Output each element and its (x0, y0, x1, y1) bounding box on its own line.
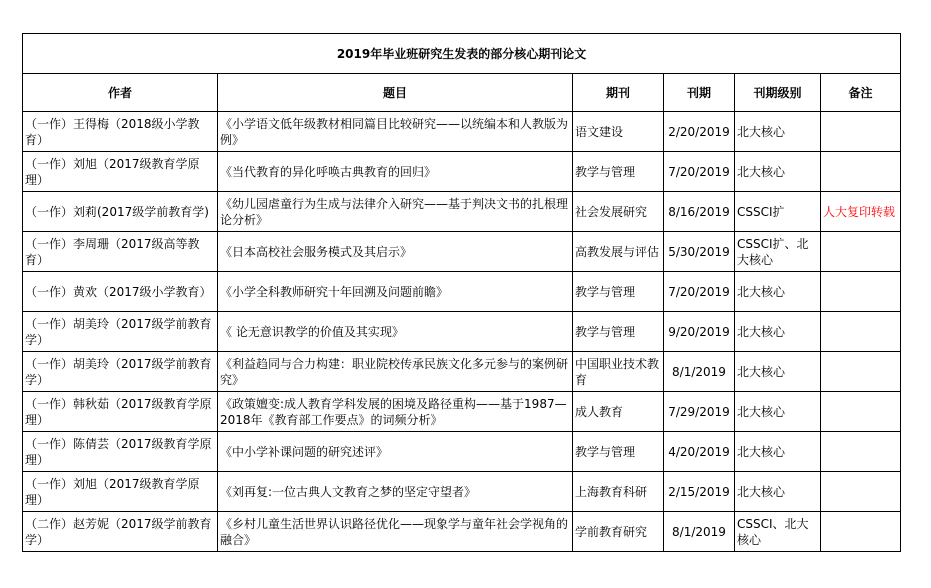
level-cell: 北大核心 (735, 352, 821, 392)
title-cell-value: 《乡村儿童生活世界认识路径优化——现象学与童年社会学视角的融合》 (218, 512, 573, 552)
date-cell: 7/20/2019 (664, 272, 735, 312)
note-cell (821, 272, 901, 312)
note-cell: 人大复印转载 (821, 192, 901, 232)
title-cell-value: 《幼儿园虐童行为生成与法律介入研究——基于判决文书的扎根理论分析》 (218, 192, 573, 232)
level-cell: 北大核心 (735, 152, 821, 192)
journal-cell: 教学与管理 (573, 272, 664, 312)
title-cell-value: 《小学全科教师研究十年回溯及问题前瞻》 (218, 272, 573, 312)
note-cell (821, 152, 901, 192)
journal-cell: 语文建设 (573, 112, 664, 152)
date-cell: 2/20/2019 (664, 112, 735, 152)
level-cell: 北大核心 (735, 272, 821, 312)
table-row (23, 192, 901, 232)
author-cell: （一作）刘莉(2017级学前教育学) (23, 192, 218, 232)
table-row (23, 232, 901, 272)
journal-cell: 中国职业技术教育 (573, 352, 664, 392)
table-row (23, 112, 901, 152)
journal-cell: 教学与管理 (573, 432, 664, 472)
level-cell: CSSCI扩 (735, 192, 821, 232)
author-cell: （一作）胡美玲（2017级学前教育学） (23, 352, 218, 392)
author-cell: （一作）黄欢（2017级小学教育） (23, 272, 218, 312)
title-cell-value: 《小学语文低年级教材相同篇目比较研究——以统编本和人教版为例》 (218, 112, 573, 152)
header-level: 刊期级别 (735, 74, 821, 112)
table-row (23, 392, 901, 432)
author-cell: （一作）刘旭（2017级教育学原理） (23, 152, 218, 192)
header-author: 作者 (23, 74, 218, 112)
title-cell-value: 《日本高校社会服务模式及其启示》 (218, 232, 573, 272)
journal-cell: 教学与管理 (573, 152, 664, 192)
table-row (23, 272, 901, 312)
author-cell: （一作）胡美玲（2017级学前教育学） (23, 312, 218, 352)
header-journal: 期刊 (573, 74, 664, 112)
table-row (23, 312, 901, 352)
date-cell: 8/1/2019 (664, 352, 735, 392)
journal-cell: 成人教育 (573, 392, 664, 432)
author-cell: （一作）陈倩芸（2017级教育学原理） (23, 432, 218, 472)
journal-cell: 高教发展与评估 (573, 232, 664, 272)
table-row (23, 472, 901, 512)
note-cell (821, 512, 901, 552)
table-title: 2019年毕业班研究生发表的部分核心期刊论文 (23, 34, 901, 74)
table-row (23, 352, 901, 392)
table-row (23, 512, 901, 552)
header-title: 题目 (218, 74, 573, 112)
date-cell: 5/30/2019 (664, 232, 735, 272)
author-cell: （一作）刘旭（2017级教育学原理） (23, 472, 218, 512)
level-cell: 北大核心 (735, 392, 821, 432)
author-cell: （一作）李周珊（2017级高等教育） (23, 232, 218, 272)
table-row (23, 152, 901, 192)
note-cell (821, 392, 901, 432)
level-cell: CSSCI扩、北大核心 (735, 232, 821, 272)
title-cell-value: 《 论无意识教学的价值及其实现》 (218, 312, 573, 352)
author-cell: （一作）韩秋茹（2017级教育学原理） (23, 392, 218, 432)
papers-table (22, 33, 901, 552)
journal-cell: 学前教育研究 (573, 512, 664, 552)
note-cell (821, 312, 901, 352)
note-cell (821, 112, 901, 152)
note-cell (821, 352, 901, 392)
journal-cell: 上海教育科研 (573, 472, 664, 512)
note-cell (821, 432, 901, 472)
date-cell: 7/20/2019 (664, 152, 735, 192)
level-cell: 北大核心 (735, 112, 821, 152)
date-cell: 8/1/2019 (664, 512, 735, 552)
date-cell: 9/20/2019 (664, 312, 735, 352)
table-row (23, 432, 901, 472)
level-cell: 北大核心 (735, 312, 821, 352)
author-cell: （一作）王得梅（2018级小学教育） (23, 112, 218, 152)
level-cell: CSSCI、北大核心 (735, 512, 821, 552)
date-cell: 8/16/2019 (664, 192, 735, 232)
date-cell: 4/20/2019 (664, 432, 735, 472)
header-date: 刊期 (664, 74, 735, 112)
title-cell-value: 《中小学补课问题的研究述评》 (218, 432, 573, 472)
level-cell: 北大核心 (735, 432, 821, 472)
journal-cell: 教学与管理 (573, 312, 664, 352)
level-cell: 北大核心 (735, 472, 821, 512)
title-cell-value: 《刘再复:一位古典人文教育之梦的坚定守望者》 (218, 472, 573, 512)
note-cell (821, 232, 901, 272)
title-cell-value: 《当代教育的异化呼唤古典教育的回归》 (218, 152, 573, 192)
date-cell: 7/29/2019 (664, 392, 735, 432)
author-cell: （二作）赵芳妮（2017级学前教育学） (23, 512, 218, 552)
date-cell: 2/15/2019 (664, 472, 735, 512)
title-cell-value: 《政策嬗变:成人教育学科发展的困境及路径重构——基于1987—2018年《教育部工作要点》的词频分析》 (218, 392, 573, 432)
title-cell-value: 《利益趋同与合力构建：职业院校传承民族文化多元参与的案例研究》 (218, 352, 573, 392)
header-note: 备注 (821, 74, 901, 112)
note-cell (821, 472, 901, 512)
journal-cell: 社会发展研究 (573, 192, 664, 232)
